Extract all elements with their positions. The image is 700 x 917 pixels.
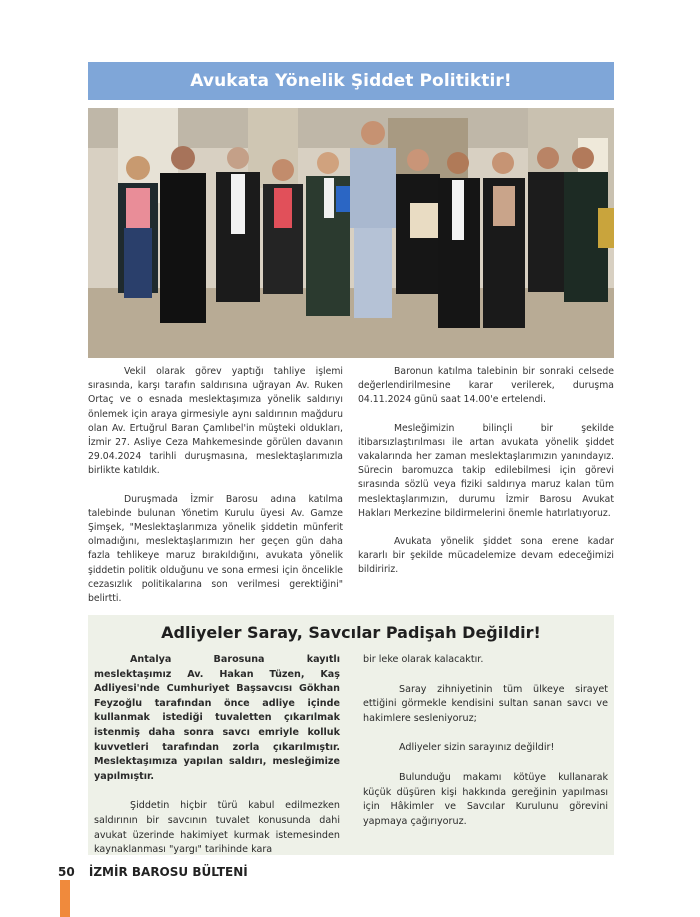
press-release-paragraph: bir leke olarak kalacaktır. bbox=[363, 654, 484, 665]
article-paragraph: Baronun katılma talebinin bir sonraki celsede değerlendirilmesine karar verilerek, duruşma 04.11.2024 günü saat 14.00'e ertelendi. bbox=[358, 366, 614, 406]
press-release-title: Adliyeler Saray, Savcılar Padişah Değildir! bbox=[161, 623, 541, 642]
press-release-box bbox=[88, 615, 614, 855]
press-release-paragraph: Bulunduğu makamı kötüye kullanarak küçük düşüren kişi hakkında gereğinin yapılması için Hâkimler ve Savcılar Kurulunu görevini yapmaya çağırıyoruz. bbox=[363, 771, 608, 827]
publication-name: İZMİR BAROSU BÜLTENİ bbox=[88, 865, 248, 879]
press-release-left-column bbox=[94, 653, 340, 873]
group-photo bbox=[88, 108, 614, 358]
article-left-column bbox=[88, 365, 343, 620]
article-paragraph: Duruşmada İzmir Barosu adına katılma talebinde bulunan Yönetim Kurulu üyesi Av. Gamze Şimşek, "Meslektaşlarımıza yönelik şiddetin münferit olmadığını, meslektaşlarımızın her geçen gün daha fazla tehlikeye maruz bırakıldığını, avukata yönelik şiddetin politik olduğunu ve sona ermesi için öncelikle cezasızlık politikalarına son verilmesi gerektiğini" belirtti. bbox=[88, 493, 343, 605]
article-paragraph: Avukata yönelik şiddet sona erene kadar kararlı bir şekilde mücadelemize devam edeceğimizi bildiririz. bbox=[358, 536, 614, 576]
press-release-paragraph: Şiddetin hiçbir türü kabul edilmezken saldırının bir savcının tuvalet konusunda dahi avukat üzerinde hakimiyet kurmak istemesinden kaynaklanması "yargı" tarihinde kara bbox=[94, 800, 340, 856]
accent-bar bbox=[60, 880, 70, 917]
page-footer bbox=[58, 865, 248, 879]
press-release-right-column bbox=[363, 653, 608, 844]
press-release-paragraph: Saray zihniyetinin tüm ülkeye sirayet ettiğini görmekle kendisini sultan sanan savcı ve hakimlere sesleniyoruz; bbox=[363, 683, 608, 724]
article-paragraph: Mesleğimizin bilinçli bir şekilde itibarsızlaştırılması ile artan avukata yönelik şiddet vakalarında her zaman meslektaşlarımızın yanındayız. Sürecin baromuzca takip edilebilmesi için görevi sırasında sözlü veya fiziki saldırıya maruz kalan tüm meslektaşlarımızın, durumu İzmir Barosu Avukat Hakları Merkezine bildirmelerini önemle hatırlatıyoruz. bbox=[358, 422, 614, 519]
article-title-bar bbox=[88, 62, 614, 100]
article-paragraph: Vekil olarak görev yaptığı tahliye işlemi sırasında, karşı tarafın saldırısına uğrayan Av. Ruken Ortaç ve o esnada meslektaşımıza yönelik saldırıyı önlemek için araya girmesiyle aynı saldırının mağduru olan Av. Ertuğrul Baran Çamlıbel'in müşteki oldukları, İzmir 27. Asliye Ceza Mahkemesinde görülen davanın 29.04.2024 tarihli duruşmasına, meslektaşlarımızla birlikte katıldık. bbox=[88, 366, 343, 477]
article-title: Avukata Yönelik Şiddet Politiktir! bbox=[190, 71, 512, 91]
press-release-lead: Antalya Barosuna kayıtlı meslektaşımız Av. Hakan Tüzen, Kaş Adliyesi'nde Cumhuriyet Başsavcısı Gökhan Feyzoğlu tarafından önce adliye içinde kullanmak istediği tuvaletten çıkarılmak istenmiş daha sonra savcı emriyle kolluk kuvvetleri tarafından zorla çıkarılmıştır. Meslektaşımıza yapılan saldırı, mesleğimize yapılmıştır. bbox=[94, 654, 340, 782]
article-right-column bbox=[358, 365, 614, 592]
page-number: 50 bbox=[58, 865, 75, 879]
press-release-paragraph: Adliyeler sizin sarayınız değildir! bbox=[399, 742, 555, 754]
